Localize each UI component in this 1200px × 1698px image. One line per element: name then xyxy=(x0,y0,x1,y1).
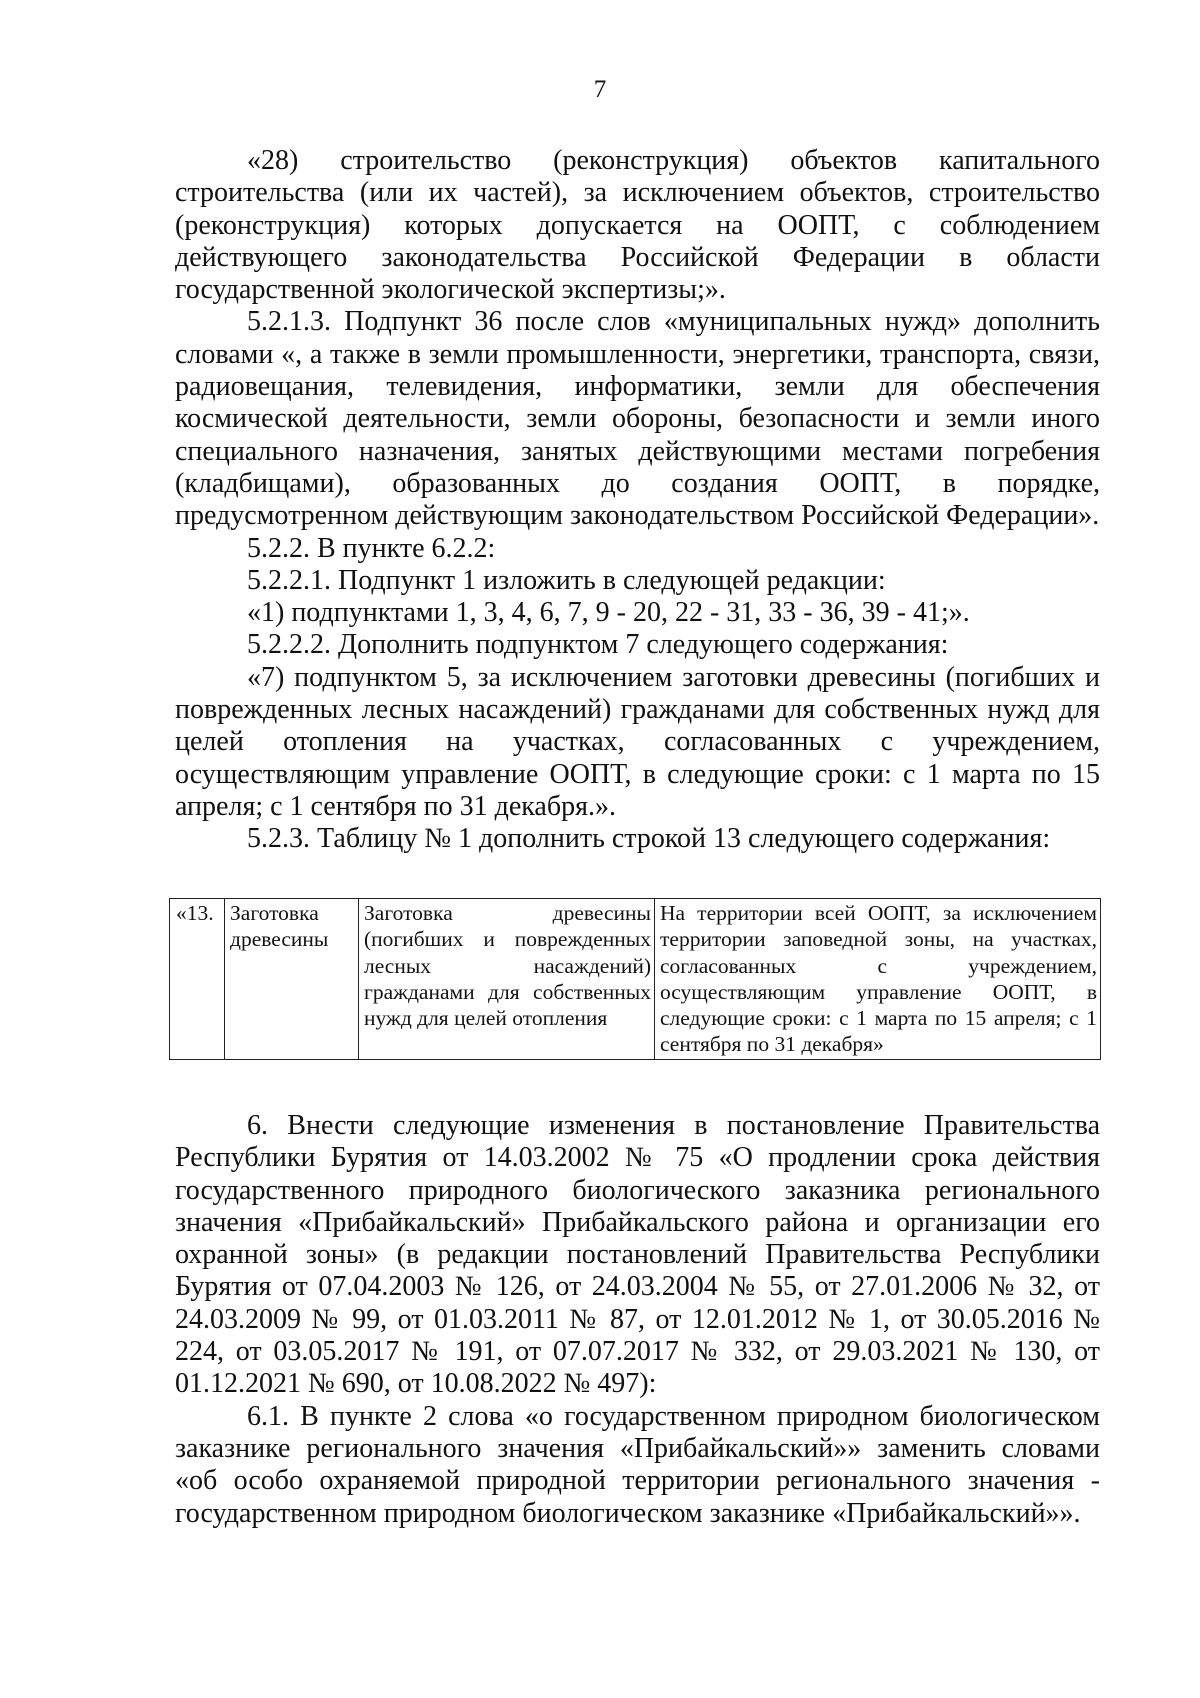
paragraph: 5.2.2.1. Подпункт 1 изложить в следующей редакции: xyxy=(247,564,886,596)
paragraph: 6. Внести следующие изменения в постановление Правительства Республики Бурятия от 14.03.2002 № 75 «О продлении срока действия государственного природного биологического заказника регионального значения «Прибайкальский» Прибайкальского района и организации его охранной зоны» (в редакции постановлений Правительства Республики Бурятия от 07.04.2003 № 126, от 24.03.2004 № 55, от 27.01.2006 № 32, от 24.03.2009 № 99, от 01.03.2011 № 87, от 12.01.2012 № 1, от 30.05.2016 № 224, от 03.05.2017 № 191, от 07.07.2017 № 332, от 29.03.2021 № 130, от 01.12.2021 № 690, от 10.08.2022 № 497): xyxy=(175,1110,1100,1400)
table-cell-activity: Заготовка древесины xyxy=(225,899,359,1060)
table-cell-description: Заготовка древесины (погибших и поврежденных лесных насаждений) гражданами для собственных нужд для целей отопления xyxy=(359,899,655,1060)
table-cell-territory: На территории всей ООПТ, за исключением территории заповедной зоны, на участках, согласованных с учреждением, осуществляющим управление ООПТ, в следующие сроки: с 1 марта по 15 апреля; с 1 сентября по 31 декабря» xyxy=(655,899,1101,1060)
paragraph: 5.2.1.3. Подпункт 36 после слов «муниципальных нужд» дополнить словами «, а также в земли промышленности, энергетики, транспорта, связи, радиовещания, телевидения, информатики, земли для обеспечения космической деятельности, земли обороны, безопасности и земли иного специального назначения, занятых действующими местами погребения (кладбищами), образованных до создания ООПТ, в порядке, предусмотренном действующим законодательством Российской Федерации». xyxy=(175,306,1100,532)
table-cell-number: «13. xyxy=(170,899,225,1060)
amendment-table xyxy=(169,898,1100,1060)
paragraph: «1) подпунктами 1, 3, 4, 6, 7, 9 - 20, 22 - 31, 33 - 36, 39 - 41;». xyxy=(247,597,970,629)
paragraph: 6.1. В пункте 2 слова «о государственном природном биологическом заказнике регионального значения «Прибайкальский»» заменить словами «об особо охраняемой природной территории регионального значения - государственном природном биологическом заказнике «Прибайкальский»». xyxy=(175,1400,1100,1529)
paragraph: 5.2.3. Таблицу № 1 дополнить строкой 13 следующего содержания: xyxy=(247,823,1051,855)
paragraph: 5.2.2. В пункте 6.2.2: xyxy=(247,532,496,564)
paragraph: «28) строительство (реконструкция) объектов капитального строительства (или их частей), за исключением объектов, строительство (реконструкция) которых допускается на ООПТ, с соблюдением действующего законодательства Российской Федерации в области государственной экологической экспертизы;». xyxy=(175,145,1100,306)
paragraph: 5.2.2.2. Дополнить подпунктом 7 следующего содержания: xyxy=(247,629,949,661)
table-row xyxy=(170,899,1101,1060)
text-block-bottom xyxy=(175,1110,1100,1530)
text-block-top xyxy=(175,145,1100,856)
paragraph: «7) подпунктом 5, за исключением заготовки древесины (погибших и поврежденных лесных насаждений) гражданами для собственных нужд для целей отопления на участках, согласованных с учреждением, осуществляющим управление ООПТ, в следующие сроки: с 1 марта по 15 апреля; с 1 сентября по 31 декабря.». xyxy=(175,661,1100,822)
table xyxy=(169,898,1101,1060)
page-number: 7 xyxy=(593,76,607,103)
